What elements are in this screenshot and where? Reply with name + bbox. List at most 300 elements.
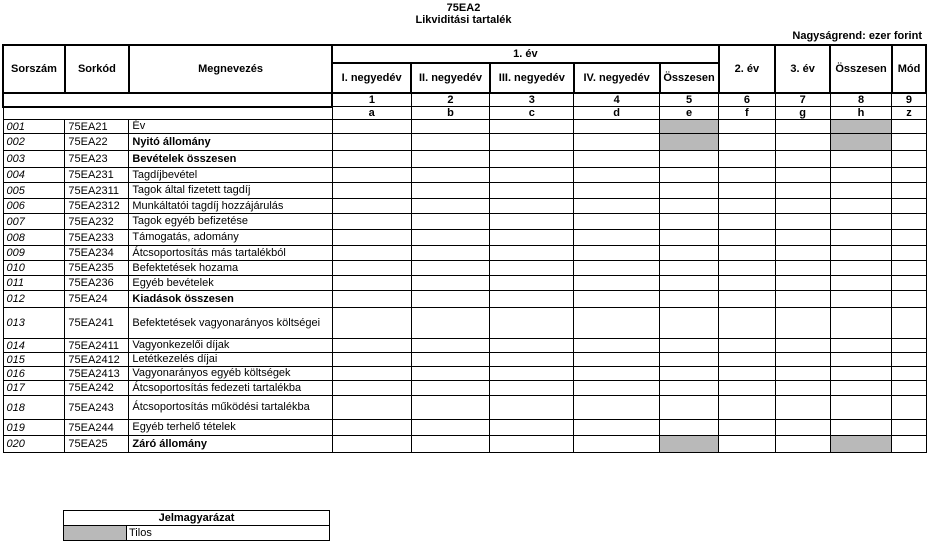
row-sorszam: 001	[3, 120, 65, 134]
data-cell-col-1[interactable]	[332, 230, 411, 246]
row-sorkod: 75EA235	[65, 261, 129, 276]
header-year1: 1. év	[332, 45, 718, 63]
data-cell-col-6[interactable]	[719, 308, 776, 339]
row-sorkod: 75EA25	[65, 436, 129, 453]
data-cell-col-9[interactable]	[892, 436, 926, 453]
data-cell-col-3[interactable]	[490, 381, 574, 396]
col-number: 1	[332, 93, 411, 107]
data-cell-col-9[interactable]	[892, 151, 926, 168]
col-letter: h	[830, 107, 892, 120]
data-cell-col-5	[660, 120, 719, 134]
form-title: Likviditási tartalék	[415, 14, 512, 26]
row-sorkod: 75EA2411	[65, 339, 129, 353]
col-letter: g	[775, 107, 830, 120]
data-cell-col-2[interactable]	[411, 214, 490, 230]
row-sorkod: 75EA2413	[65, 367, 129, 381]
data-cell-col-7[interactable]	[775, 120, 830, 134]
col-letter: f	[719, 107, 776, 120]
row-sorszam: 006	[3, 199, 65, 214]
data-cell-col-1[interactable]	[332, 151, 411, 168]
row-sorszam: 017	[3, 381, 65, 396]
data-cell-col-3[interactable]	[490, 199, 574, 214]
data-cell-col-8[interactable]	[830, 353, 892, 367]
data-cell-col-8	[830, 120, 892, 134]
data-cell-col-7[interactable]	[775, 214, 830, 230]
data-cell-col-9[interactable]	[892, 353, 926, 367]
data-cell-col-1[interactable]	[332, 276, 411, 291]
data-cell-col-3[interactable]	[490, 120, 574, 134]
data-cell-col-7[interactable]	[775, 308, 830, 339]
data-cell-col-6[interactable]	[719, 367, 776, 381]
row-megnevezes: Egyéb bevételek	[129, 276, 332, 291]
data-cell-col-8[interactable]	[830, 168, 892, 183]
data-cell-col-8[interactable]	[830, 183, 892, 199]
data-cell-col-4[interactable]	[574, 353, 660, 367]
data-cell-col-8[interactable]	[830, 381, 892, 396]
data-cell-col-3[interactable]	[490, 230, 574, 246]
col-number: 7	[775, 93, 830, 107]
data-cell-col-6[interactable]	[719, 183, 776, 199]
data-cell-col-3[interactable]	[490, 214, 574, 230]
column-letter-row	[3, 107, 926, 120]
data-cell-col-2[interactable]	[411, 183, 490, 199]
header-q2: II. negyedév	[411, 63, 490, 93]
data-cell-col-4[interactable]	[574, 230, 660, 246]
row-sorszam: 008	[3, 230, 65, 246]
col-letter: e	[660, 107, 719, 120]
row-sorkod: 75EA241	[65, 308, 129, 339]
data-cell-col-4[interactable]	[574, 261, 660, 276]
data-cell-col-2[interactable]	[411, 276, 490, 291]
row-megnevezes: Tagok egyéb befizetése	[129, 214, 332, 230]
row-megnevezes: Nyitó állomány	[129, 134, 332, 151]
data-cell-col-7[interactable]	[775, 183, 830, 199]
row-sorszam: 010	[3, 261, 65, 276]
data-cell-col-6[interactable]	[719, 276, 776, 291]
data-cell-col-4[interactable]	[574, 120, 660, 134]
table-row	[3, 291, 926, 308]
row-sorszam: 019	[3, 420, 65, 436]
data-cell-col-2[interactable]	[411, 246, 490, 261]
table-row	[3, 367, 926, 381]
data-cell-col-2[interactable]	[411, 308, 490, 339]
data-cell-col-6[interactable]	[719, 230, 776, 246]
data-cell-col-4[interactable]	[574, 381, 660, 396]
data-cell-col-2[interactable]	[411, 134, 490, 151]
row-megnevezes: Tagok által fizetett tagdíj	[129, 183, 332, 199]
data-cell-col-9[interactable]	[892, 230, 926, 246]
data-cell-col-9[interactable]	[892, 214, 926, 230]
data-cell-col-3[interactable]	[490, 420, 574, 436]
data-cell-col-1[interactable]	[332, 120, 411, 134]
table-row	[3, 353, 926, 367]
row-sorkod: 75EA22	[65, 134, 129, 151]
header-year3: 3. év	[775, 45, 830, 93]
data-cell-col-8[interactable]	[830, 199, 892, 214]
data-cell-col-7[interactable]	[775, 199, 830, 214]
data-cell-col-6[interactable]	[719, 420, 776, 436]
data-cell-col-4[interactable]	[574, 420, 660, 436]
data-cell-col-4[interactable]	[574, 134, 660, 151]
data-cell-col-2[interactable]	[411, 151, 490, 168]
row-megnevezes: Vagyonarányos egyéb költségek	[129, 367, 332, 381]
data-cell-col-6[interactable]	[719, 151, 776, 168]
row-sorkod: 75EA244	[65, 420, 129, 436]
row-sorkod: 75EA21	[65, 120, 129, 134]
data-cell-col-5[interactable]	[660, 151, 719, 168]
table-row	[3, 183, 926, 199]
header-q4: IV. negyedév	[574, 63, 660, 93]
data-cell-col-1[interactable]	[332, 396, 411, 420]
row-sorszam: 012	[3, 291, 65, 308]
table-row	[3, 168, 926, 183]
data-cell-col-9[interactable]	[892, 308, 926, 339]
data-cell-col-9[interactable]	[892, 420, 926, 436]
data-cell-col-1[interactable]	[332, 168, 411, 183]
data-cell-col-7[interactable]	[775, 151, 830, 168]
data-cell-col-5[interactable]	[660, 214, 719, 230]
header-osszesen-total: Összesen	[830, 45, 892, 93]
data-cell-col-7[interactable]	[775, 420, 830, 436]
row-megnevezes: Munkáltatói tagdíj hozzájárulás	[129, 199, 332, 214]
row-megnevezes: Vagyonkezelői díjak	[129, 339, 332, 353]
data-cell-col-2[interactable]	[411, 396, 490, 420]
data-cell-col-8[interactable]	[830, 246, 892, 261]
data-cell-col-6[interactable]	[719, 134, 776, 151]
data-cell-col-5[interactable]	[660, 168, 719, 183]
form-code: 75EA2	[446, 2, 481, 14]
row-megnevezes: Záró állomány	[129, 436, 332, 453]
data-cell-col-7[interactable]	[775, 396, 830, 420]
data-cell-col-2[interactable]	[411, 291, 490, 308]
row-sorkod: 75EA236	[65, 276, 129, 291]
data-cell-col-9[interactable]	[892, 120, 926, 134]
data-cell-col-3[interactable]	[490, 246, 574, 261]
data-cell-col-8[interactable]	[830, 420, 892, 436]
data-cell-col-7[interactable]	[775, 168, 830, 183]
data-cell-col-9[interactable]	[892, 367, 926, 381]
data-cell-col-7[interactable]	[775, 367, 830, 381]
data-cell-col-4[interactable]	[574, 396, 660, 420]
data-cell-col-5[interactable]	[660, 420, 719, 436]
data-cell-col-6[interactable]	[719, 396, 776, 420]
data-cell-col-3[interactable]	[490, 367, 574, 381]
data-cell-col-9[interactable]	[892, 261, 926, 276]
data-cell-col-8[interactable]	[830, 291, 892, 308]
data-cell-col-7[interactable]	[775, 291, 830, 308]
data-cell-col-1[interactable]	[332, 367, 411, 381]
data-cell-col-5	[660, 134, 719, 151]
data-cell-col-7[interactable]	[775, 353, 830, 367]
data-cell-col-3[interactable]	[490, 134, 574, 151]
col-letter: z	[892, 107, 926, 120]
data-cell-col-6[interactable]	[719, 381, 776, 396]
data-cell-col-7[interactable]	[775, 261, 830, 276]
data-cell-col-8[interactable]	[830, 367, 892, 381]
data-cell-col-3[interactable]	[490, 151, 574, 168]
data-cell-col-3[interactable]	[490, 276, 574, 291]
data-cell-col-4[interactable]	[574, 151, 660, 168]
table-row	[3, 436, 926, 453]
data-cell-col-2[interactable]	[411, 367, 490, 381]
header-year2: 2. év	[719, 45, 776, 93]
row-sorkod: 75EA242	[65, 381, 129, 396]
number-row-spacer	[3, 93, 332, 107]
data-cell-col-1[interactable]	[332, 353, 411, 367]
data-cell-col-4[interactable]	[574, 308, 660, 339]
data-cell-col-4[interactable]	[574, 214, 660, 230]
data-cell-col-2[interactable]	[411, 120, 490, 134]
row-sorszam: 016	[3, 367, 65, 381]
data-cell-col-3[interactable]	[490, 183, 574, 199]
data-cell-col-6[interactable]	[719, 246, 776, 261]
data-cell-col-5[interactable]	[660, 353, 719, 367]
row-megnevezes: Befektetések vagyonarányos költségei	[129, 308, 332, 339]
table-row	[3, 199, 926, 214]
data-cell-col-3[interactable]	[490, 291, 574, 308]
data-cell-col-9[interactable]	[892, 199, 926, 214]
data-cell-col-6[interactable]	[719, 339, 776, 353]
data-cell-col-1[interactable]	[332, 436, 411, 453]
data-cell-col-9[interactable]	[892, 183, 926, 199]
data-cell-col-1[interactable]	[332, 261, 411, 276]
data-cell-col-2[interactable]	[411, 230, 490, 246]
header-sorszam: Sorszám	[3, 45, 65, 93]
row-sorszam: 007	[3, 214, 65, 230]
data-cell-col-5[interactable]	[660, 199, 719, 214]
table-row	[3, 420, 926, 436]
data-cell-col-1[interactable]	[332, 381, 411, 396]
data-cell-col-5	[660, 436, 719, 453]
table-row	[3, 120, 926, 134]
data-cell-col-8[interactable]	[830, 261, 892, 276]
data-cell-col-8[interactable]	[830, 308, 892, 339]
table-row	[3, 230, 926, 246]
data-cell-col-8[interactable]	[830, 151, 892, 168]
header-q3: III. negyedév	[490, 63, 574, 93]
table-row	[3, 396, 926, 420]
liquidity-reserve-table	[2, 44, 927, 453]
row-megnevezes: Egyéb terhelő tételek	[129, 420, 332, 436]
data-cell-col-2[interactable]	[411, 199, 490, 214]
table-body	[3, 120, 926, 453]
column-number-row	[3, 93, 926, 107]
row-megnevezes: Támogatás, adomány	[129, 230, 332, 246]
data-cell-col-4[interactable]	[574, 199, 660, 214]
row-megnevezes: Átcsoportosítás fedezeti tartalékba	[129, 381, 332, 396]
table-row	[3, 151, 926, 168]
data-cell-col-6[interactable]	[719, 199, 776, 214]
row-megnevezes: Befektetések hozama	[129, 261, 332, 276]
data-cell-col-4[interactable]	[574, 168, 660, 183]
row-sorkod: 75EA24	[65, 291, 129, 308]
data-cell-col-5[interactable]	[660, 261, 719, 276]
data-cell-col-3[interactable]	[490, 353, 574, 367]
data-cell-col-4[interactable]	[574, 276, 660, 291]
table-row	[3, 339, 926, 353]
data-cell-col-1[interactable]	[332, 291, 411, 308]
col-number: 8	[830, 93, 892, 107]
data-cell-col-7[interactable]	[775, 230, 830, 246]
data-cell-col-1[interactable]	[332, 134, 411, 151]
data-cell-col-3[interactable]	[490, 308, 574, 339]
row-sorszam: 011	[3, 276, 65, 291]
legend-tilos-label: Tilos	[127, 526, 330, 541]
row-sorkod: 75EA232	[65, 214, 129, 230]
data-cell-col-7[interactable]	[775, 246, 830, 261]
data-cell-col-3[interactable]	[490, 436, 574, 453]
header-sorkod: Sorkód	[65, 45, 129, 93]
data-cell-col-3[interactable]	[490, 339, 574, 353]
row-sorkod: 75EA2312	[65, 199, 129, 214]
data-cell-col-9[interactable]	[892, 396, 926, 420]
data-cell-col-1[interactable]	[332, 183, 411, 199]
data-cell-col-5[interactable]	[660, 246, 719, 261]
col-number: 6	[719, 93, 776, 107]
table-row	[3, 276, 926, 291]
data-cell-col-3[interactable]	[490, 396, 574, 420]
row-sorkod: 75EA231	[65, 168, 129, 183]
row-sorszam: 014	[3, 339, 65, 353]
data-cell-col-4[interactable]	[574, 291, 660, 308]
row-megnevezes: Év	[129, 120, 332, 134]
col-letter: a	[332, 107, 411, 120]
row-megnevezes: Átcsoportosítás működési tartalékba	[129, 396, 332, 420]
data-cell-col-8	[830, 134, 892, 151]
data-cell-col-2[interactable]	[411, 381, 490, 396]
data-cell-col-1[interactable]	[332, 246, 411, 261]
data-cell-col-6[interactable]	[719, 436, 776, 453]
data-cell-col-5[interactable]	[660, 291, 719, 308]
data-cell-col-8[interactable]	[830, 396, 892, 420]
row-sorszam: 004	[3, 168, 65, 183]
data-cell-col-5[interactable]	[660, 367, 719, 381]
data-cell-col-1[interactable]	[332, 420, 411, 436]
data-cell-col-4[interactable]	[574, 367, 660, 381]
row-sorszam: 020	[3, 436, 65, 453]
row-sorkod: 75EA233	[65, 230, 129, 246]
data-cell-col-2[interactable]	[411, 420, 490, 436]
table-row	[3, 134, 926, 151]
data-cell-col-9[interactable]	[892, 134, 926, 151]
row-sorszam: 009	[3, 246, 65, 261]
data-cell-col-7[interactable]	[775, 339, 830, 353]
data-cell-col-4[interactable]	[574, 436, 660, 453]
data-cell-col-5[interactable]	[660, 396, 719, 420]
data-cell-col-2[interactable]	[411, 436, 490, 453]
header-osszesen-year1: Összesen	[660, 63, 719, 93]
data-cell-col-9[interactable]	[892, 168, 926, 183]
data-cell-col-1[interactable]	[332, 308, 411, 339]
row-sorkod: 75EA23	[65, 151, 129, 168]
data-cell-col-7[interactable]	[775, 436, 830, 453]
row-sorkod: 75EA2412	[65, 353, 129, 367]
col-number: 9	[892, 93, 926, 107]
row-sorszam: 002	[3, 134, 65, 151]
data-cell-col-4[interactable]	[574, 183, 660, 199]
col-letter: c	[490, 107, 574, 120]
letter-row-spacer	[3, 107, 332, 120]
data-cell-col-6[interactable]	[719, 353, 776, 367]
data-cell-col-3[interactable]	[490, 168, 574, 183]
data-cell-col-3[interactable]	[490, 261, 574, 276]
data-cell-col-2[interactable]	[411, 168, 490, 183]
col-letter: d	[574, 107, 660, 120]
data-cell-col-2[interactable]	[411, 339, 490, 353]
data-cell-col-6[interactable]	[719, 261, 776, 276]
data-cell-col-1[interactable]	[332, 214, 411, 230]
data-cell-col-8[interactable]	[830, 339, 892, 353]
data-cell-col-5[interactable]	[660, 339, 719, 353]
data-cell-col-6[interactable]	[719, 168, 776, 183]
data-cell-col-7[interactable]	[775, 276, 830, 291]
data-cell-col-9[interactable]	[892, 246, 926, 261]
data-cell-col-8[interactable]	[830, 230, 892, 246]
data-cell-col-4[interactable]	[574, 339, 660, 353]
data-cell-col-8	[830, 436, 892, 453]
row-sorszam: 013	[3, 308, 65, 339]
data-cell-col-5[interactable]	[660, 308, 719, 339]
table-row	[3, 214, 926, 230]
header-q1: I. negyedév	[332, 63, 411, 93]
data-cell-col-1[interactable]	[332, 199, 411, 214]
data-cell-col-6[interactable]	[719, 120, 776, 134]
legend-title: Jelmagyarázat	[64, 511, 330, 526]
data-cell-col-5[interactable]	[660, 381, 719, 396]
row-megnevezes: Átcsoportosítás más tartalékból	[129, 246, 332, 261]
col-number: 2	[411, 93, 490, 107]
data-cell-col-9[interactable]	[892, 276, 926, 291]
data-cell-col-5[interactable]	[660, 183, 719, 199]
row-megnevezes: Letétkezelés díjai	[129, 353, 332, 367]
data-cell-col-6[interactable]	[719, 214, 776, 230]
unit-label: Nagyságrend: ezer forint	[792, 30, 922, 42]
row-megnevezes: Kiadások összesen	[129, 291, 332, 308]
table-row	[3, 381, 926, 396]
data-cell-col-4[interactable]	[574, 246, 660, 261]
row-sorszam: 003	[3, 151, 65, 168]
data-cell-col-8[interactable]	[830, 276, 892, 291]
header-megnevezes: Megnevezés	[129, 45, 332, 93]
header-mod: Mód	[892, 45, 926, 93]
data-cell-col-7[interactable]	[775, 134, 830, 151]
data-cell-col-9[interactable]	[892, 339, 926, 353]
row-sorkod: 75EA234	[65, 246, 129, 261]
table-row	[3, 261, 926, 276]
data-cell-col-2[interactable]	[411, 353, 490, 367]
data-cell-col-9[interactable]	[892, 381, 926, 396]
legend	[63, 510, 330, 541]
data-cell-col-6[interactable]	[719, 291, 776, 308]
data-cell-col-1[interactable]	[332, 339, 411, 353]
data-cell-col-5[interactable]	[660, 230, 719, 246]
col-number: 4	[574, 93, 660, 107]
data-cell-col-9[interactable]	[892, 291, 926, 308]
col-number: 3	[490, 93, 574, 107]
col-number: 5	[660, 93, 719, 107]
row-megnevezes: Tagdíjbevétel	[129, 168, 332, 183]
row-sorszam: 015	[3, 353, 65, 367]
data-cell-col-8[interactable]	[830, 214, 892, 230]
data-cell-col-5[interactable]	[660, 276, 719, 291]
row-sorkod: 75EA2311	[65, 183, 129, 199]
data-cell-col-2[interactable]	[411, 261, 490, 276]
table-row	[3, 308, 926, 339]
table-row	[3, 246, 926, 261]
data-cell-col-7[interactable]	[775, 381, 830, 396]
row-sorszam: 018	[3, 396, 65, 420]
row-megnevezes: Bevételek összesen	[129, 151, 332, 168]
